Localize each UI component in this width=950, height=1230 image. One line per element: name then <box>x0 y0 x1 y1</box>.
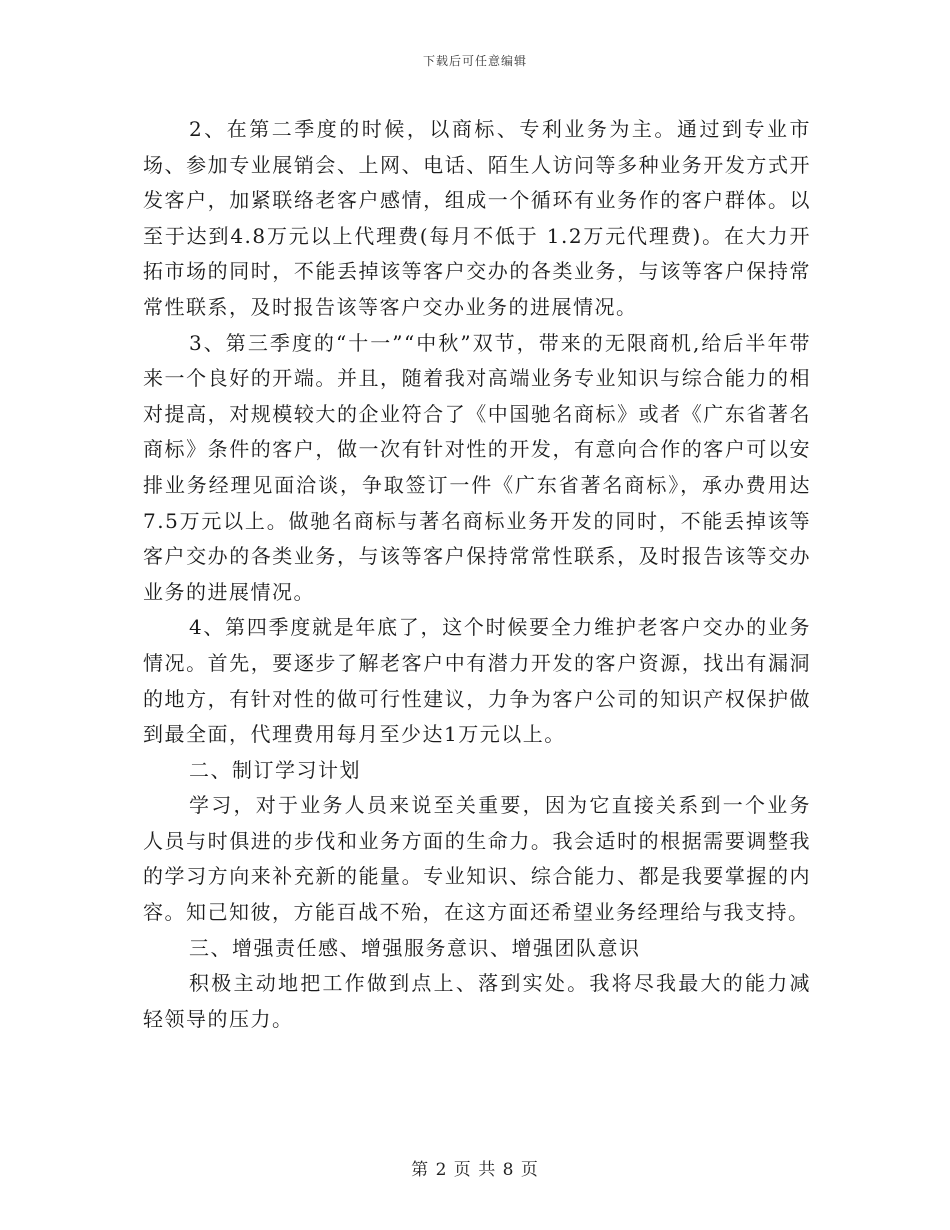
paragraph-q4-plan: 4、第四季度就是年底了，这个时候要全力维护老客户交办的业务情况。首先，要逐步了解老客户中有潜力开发的客户资源，找出有漏洞的地方，有针对性的做可行性建议，力争为客户公司的知识产权保护做到最全面，代理费用每月至少达1万元以上。 <box>143 615 811 747</box>
paragraph-q2-plan: 2、在第二季度的时候，以商标、专利业务为主。通过到专业市场、参加专业展销会、上网、电话、陌生人访问等多种业务开发方式开发客户，加紧联络老客户感情，组成一个循环有业务作的客户群体。以至于达到4.8万元以上代理费(每月不低于 1.2万元代理费)。在大力开拓市场的同时，不能丢掉该等客户交办的各类业务，与该等客户保持常常性联系，及时报告该等客户交办业务的进展情况。 <box>143 117 811 319</box>
paragraph-study-plan: 学习，对于业务人员来说至关重要，因为它直接关系到一个业务人员与时俱进的步伐和业务方面的生命力。我会适时的根据需要调整我的学习方向来补充新的能量。专业知识、综合能力、都是我要掌握的内容。知己知彼，方能百战不殆，在这方面还希望业务经理给与我支持。 <box>143 793 811 925</box>
document-body <box>143 112 811 1037</box>
page-header-note: 下载后可任意编辑 <box>422 54 527 68</box>
page-number-footer: 第 2 页 共 8 页 <box>411 1160 539 1180</box>
section-heading-responsibility: 三、增强责任感、增强服务意识、增强团队意识 <box>189 935 641 960</box>
paragraph-responsibility: 积极主动地把工作做到点上、落到实处。我将尽我最大的能力减轻领导的压力。 <box>143 971 811 1031</box>
section-heading-study-plan: 二、制订学习计划 <box>189 757 361 782</box>
paragraph-q3-plan: 3、第三季度的“十一”“中秋”双节，带来的无限商机,给后半年带来一个良好的开端。并且，随着我对高端业务专业知识与综合能力的相对提高，对规模较大的企业符合了《中国驰名商标》或者《广东省著名商标》条件的客户，做一次有针对性的开发，有意向合作的客户可以安排业务经理见面洽谈，争取签订一件《广东省著名商标》，承办费用达7.5万元以上。做驰名商标与著名商标业务开发的同时，不能丢掉该等客户交办的各类业务，与该等客户保持常常性联系，及时报告该等交办业务的进展情况。 <box>143 330 811 604</box>
